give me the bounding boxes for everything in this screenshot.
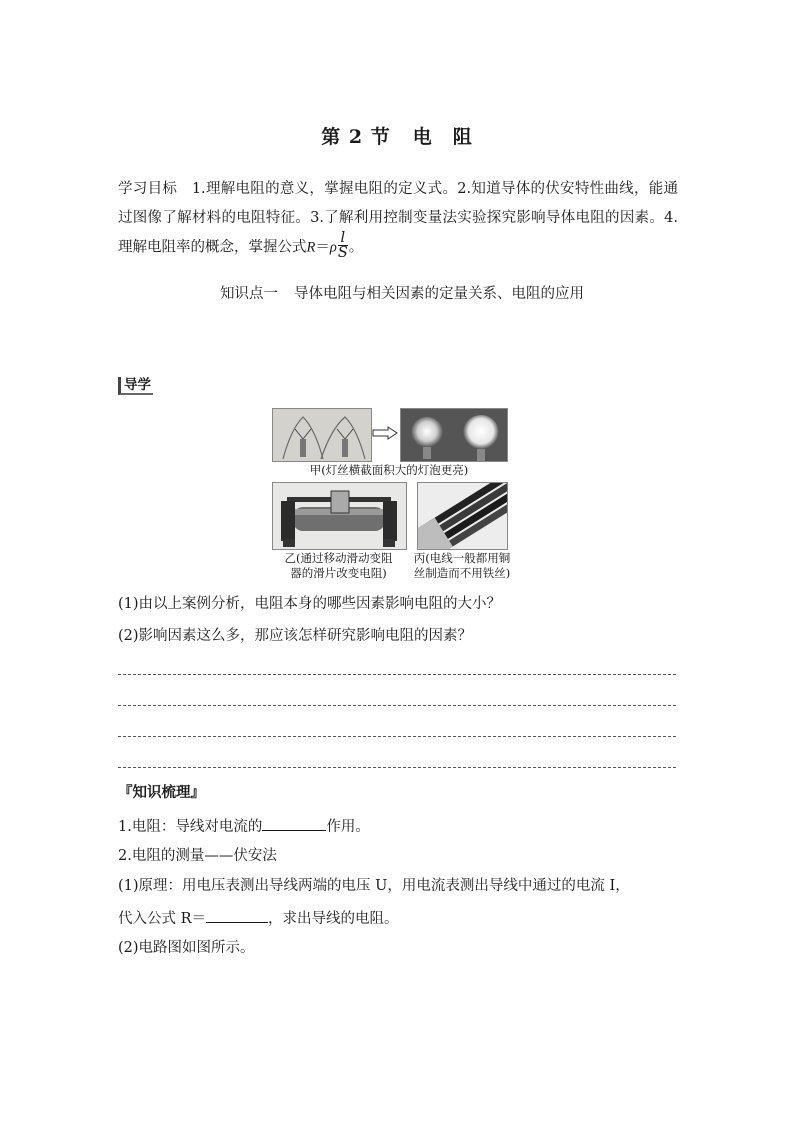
item-2-1-text: 代入公式 R＝ (118, 911, 207, 927)
section-name: 电 阻 (412, 126, 473, 148)
rheostat-photo (272, 482, 407, 550)
copper-wires-photo (417, 482, 508, 550)
figure-bing-caption (408, 551, 516, 581)
lit-bulbs-image (401, 409, 507, 461)
question-1: (1)由以上案例分析，电阻本身的哪些因素影响电阻的大小？ (118, 596, 502, 612)
item-1-text: 1.电阻：导线对电流的 (118, 819, 263, 835)
summary-heading: 『知识梳理』 (118, 784, 205, 801)
daoxue-label: 导学 (118, 377, 153, 395)
formula-denominator: S (337, 245, 348, 261)
item-1-blank[interactable] (262, 815, 326, 831)
unlit-bulbs-photo (272, 408, 372, 462)
learning-goals (118, 175, 678, 263)
formula-blank[interactable] (206, 907, 268, 923)
goals-text: 1.理解电阻的意义，掌握电阻的定义式。2.知道导体的伏安特性曲线，能通过图像了解材料的电阻特征。3.了解利用控制变量法实验探究影响导体电阻的因素。4.理解电阻率的概念，掌握公式 (118, 181, 679, 256)
page-title (0, 122, 794, 149)
question-2: (2)影响因素这么多，那应该怎样研究影响电阻的因素？ (118, 628, 473, 644)
goals-label: 学习目标 (118, 181, 178, 197)
formula-rho: ρ (329, 239, 337, 256)
figure-yi-caption-line1: 乙(通过移动滑动变阻 (284, 551, 393, 565)
formula-numerator: l (338, 231, 348, 246)
arrow-icon (372, 426, 398, 440)
answer-line-4[interactable] (118, 767, 676, 768)
rheostat-image (273, 483, 406, 549)
section-number: 第 2 节 (321, 126, 391, 148)
item-1-end: 作用。 (326, 819, 370, 835)
formula-fraction (338, 231, 348, 260)
item-1 (118, 815, 678, 837)
answer-line-3[interactable] (118, 736, 676, 737)
item-2-1-line-1: (1)原理：用电压表测出导线两端的电压 U，用电流表测出导线中通过的电流 I， (118, 878, 630, 894)
item-2-1-line-2 (118, 907, 678, 929)
figure-bing-caption-line2: 丝制造而不用铁丝) (413, 566, 511, 580)
figure-yi-caption (272, 551, 405, 581)
goals-end: 。 (348, 239, 364, 256)
knowledge-point-title: 导体电阻与相关因素的定量关系、电阻的应用 (294, 286, 584, 302)
lit-bulbs-photo (400, 408, 508, 462)
item-2-1-end: ，求出导线的电阻。 (268, 911, 399, 927)
answer-line-2[interactable] (118, 705, 676, 706)
knowledge-point-heading (0, 282, 794, 303)
item-2-2: (2)电路图如图所示。 (118, 940, 255, 956)
copper-wires-image (418, 483, 507, 549)
item-2: 2.电阻的测量——伏安法 (118, 848, 277, 864)
knowledge-point-label: 知识点一 (220, 286, 278, 302)
figure-yi-caption-line2: 器的滑片改变电阻) (290, 566, 387, 580)
answer-line-1[interactable] (118, 674, 676, 675)
figure-jia-caption: 甲(灯丝横截面积大的灯泡更亮) (309, 463, 469, 477)
formula-lhs: R (306, 239, 316, 256)
figure-bing-caption-line1: 丙(电线一般都用铜 (413, 551, 511, 565)
formula-eq: ＝ (315, 239, 330, 256)
unlit-bulbs-image (273, 409, 371, 461)
